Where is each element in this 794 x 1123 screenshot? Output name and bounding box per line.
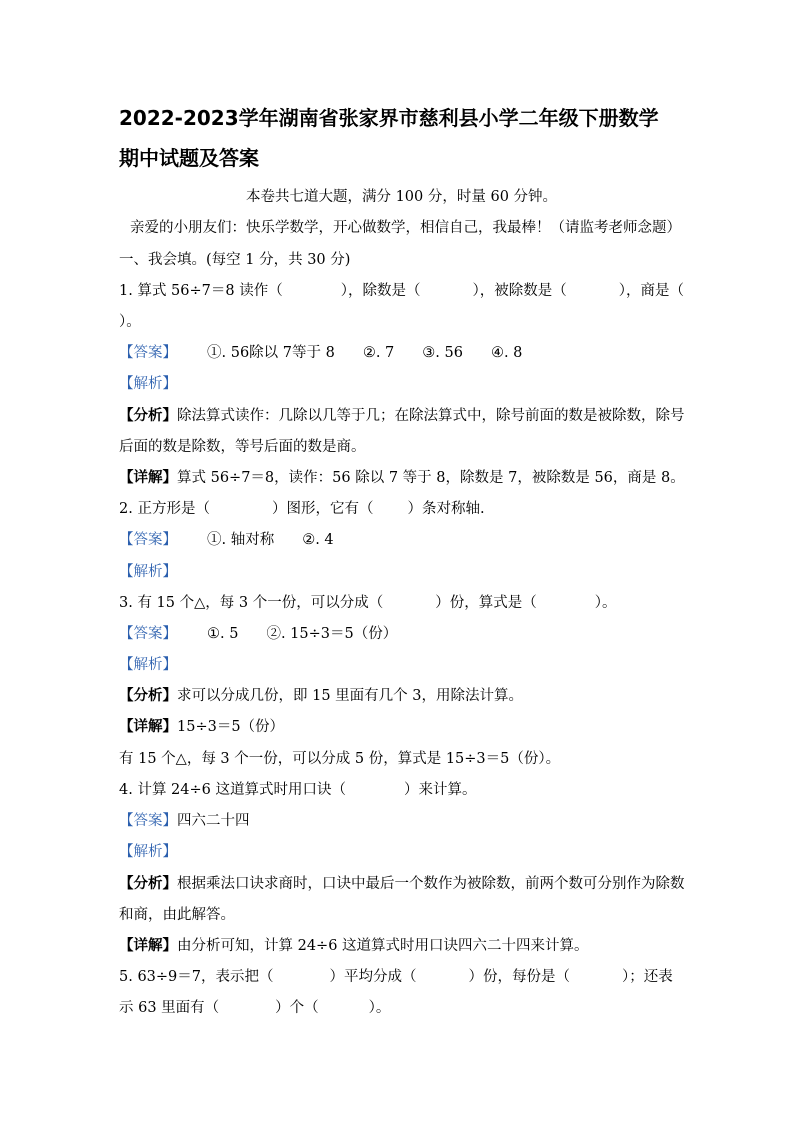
q4-detail-text: 由分析可知，计算 24÷6 这道算式时用口诀四六二十四来计算。 [177,938,589,954]
q1-part-d: ），商是（ [618,283,684,299]
q1-detail-text: 算式 56÷7＝8，读作：56 除以 7 等于 8，除数是 7，被除数是 56，商是 8。 [177,470,685,486]
q1-analysis-line1 [119,405,684,427]
q5-part-b: ）平均分成（ [329,969,417,985]
answer-tag: 【答案】 [119,813,177,829]
q5-cont-b: ）个（ [275,1000,319,1016]
q3-part-b: ）份，算式是（ [435,595,537,611]
q1-analysis-line2: 后面的数是除数，等号后面的数是商。 [119,439,366,455]
q1-part-c: ），被除数是（ [472,283,567,299]
q2-part-a: 2. 正方形是（ [119,501,210,517]
question-4 [119,779,684,801]
q1-part-b: ），除数是（ [340,283,421,299]
q2-analysis-heading: 【解析】 [119,564,177,580]
q5-cont-a: 示 63 里面有（ [119,1000,220,1016]
q1-detail [119,467,684,489]
answer-tag: 【答案】 [119,345,177,361]
q4-analysis-text1: 根据乘法口诀求商时，口诀中最后一个数作为被除数，前两个数可分别作为除数 [177,876,685,892]
q4-answer-text: 四六二十四 [177,813,250,829]
q1-analysis-heading: 【解析】 [119,376,177,392]
exam-intro: 本卷共七道大题，满分 100 分，时量 60 分钟。 [245,189,558,205]
answer-tag: 【答案】 [119,532,177,548]
q4-part-b: ）来计算。 [404,782,477,798]
analysis-tag: 【分析】 [119,687,177,704]
section-heading-1: 一、我会填。(每空 1 分，共 30 分) [119,252,351,268]
analysis-tag: 【分析】 [119,407,177,424]
q2-answer [119,529,684,551]
q4-analysis-line1 [119,873,684,895]
q4-part-a: 4. 计算 24÷6 这道算式时用口诀（ [119,782,346,798]
q3-part-c: ）。 [594,595,617,611]
q2-answer-1: ①. 轴对称 [207,532,275,548]
detail-tag: 【详解】 [119,937,177,954]
greeting: 亲爱的小朋友们：快乐学数学，开心做数学，相信自己，我最棒！（请监考老师念题） [130,220,681,236]
detail-tag: 【详解】 [119,718,177,735]
question-1-continuation: ）。 [119,314,141,330]
q3-detail [119,716,684,738]
q5-cont-c: ）。 [368,1000,391,1016]
q3-answer [119,623,684,645]
q3-analysis-text: 求可以分成几份，即 15 里面有几个 3，用除法计算。 [177,688,524,704]
detail-tag: 【详解】 [119,469,177,486]
answer-tag: 【答案】 [119,626,177,642]
q1-part-a: 1. 算式 56÷7＝8 读作（ [119,283,283,299]
q1-answer-1: ①. 56除以 7等于 8 [207,345,335,361]
q1-answer-3: ③. 56 [422,345,463,361]
q3-answer-2: ②. 15÷3＝5（份） [266,626,398,642]
document-title-line2: 期中试题及答案 [119,146,259,170]
question-5-continuation [119,997,684,1019]
q3-answer-1: ①. 5 [207,626,239,642]
q3-detail-text: 15÷3＝5（份） [177,719,285,735]
question-1 [119,280,684,302]
q2-answer-2: ②. 4 [302,532,334,548]
q1-answer [119,342,684,364]
q4-analysis-heading: 【解析】 [119,844,177,860]
q4-answer [119,810,684,832]
analysis-tag: 【分析】 [119,875,177,892]
question-3 [119,592,684,614]
q3-analysis [119,685,684,707]
q3-detail-extra: 有 15 个△，每 3 个一份，可以分成 5 份，算式是 15÷3＝5（份）。 [119,751,561,767]
q4-detail [119,935,684,957]
q3-analysis-heading: 【解析】 [119,657,177,673]
q1-analysis-text1: 除法算式读作：几除以几等于几；在除法算式中，除号前面的数是被除数，除号 [177,408,685,424]
q3-part-a: 3. 有 15 个△，每 3 个一份，可以分成（ [119,595,384,611]
q2-part-c: ）条对称轴. [407,501,485,517]
document-title-line1: 2022-2023学年湖南省张家界市慈利县小学二年级下册数学 [119,106,659,130]
q1-answer-4: ④. 8 [490,345,523,361]
q4-analysis-line2: 和商，由此解答。 [119,907,235,923]
q5-part-a: 5. 63÷9＝7，表示把（ [119,969,274,985]
q5-part-c: ）份，每份是（ [468,969,570,985]
question-5 [119,966,684,988]
q1-answer-2: ②. 7 [362,345,395,361]
q5-part-d: ）；还表 [622,969,673,985]
question-2 [119,498,684,520]
q2-part-b: ）图形，它有（ [271,501,374,517]
